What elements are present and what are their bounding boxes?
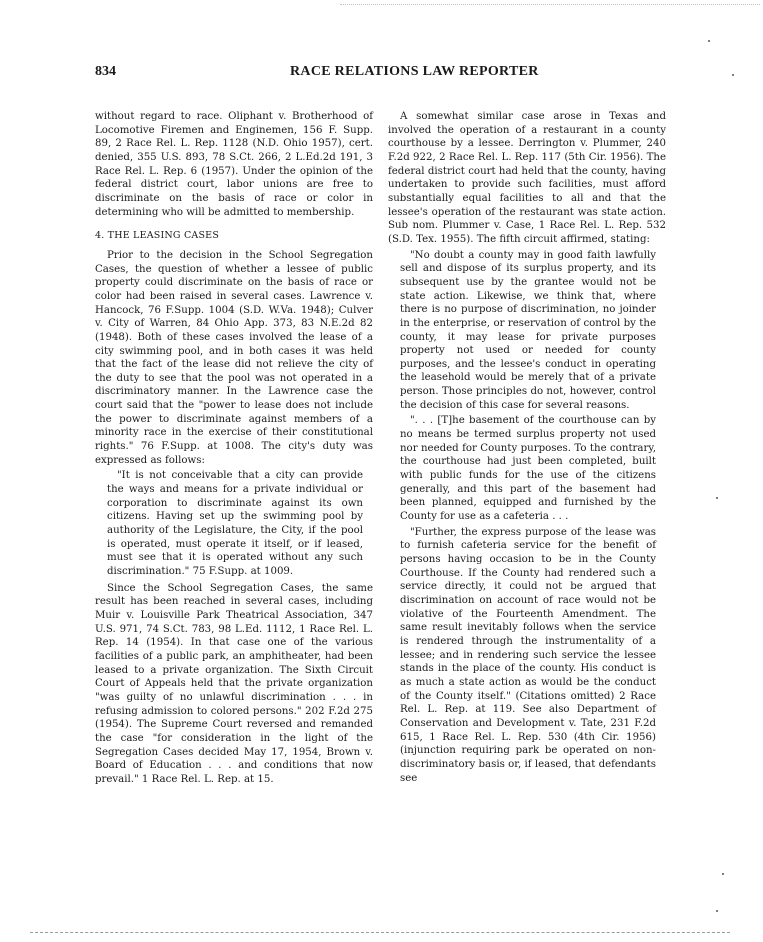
section-heading: 4. THE LEASING CASES [95,230,220,242]
right-column [388,110,666,787]
running-title: RACE RELATIONS LAW REPORTER [290,64,539,79]
paragraph: Prior to the decision in the School Segregation Cases, the question of whether a lessee of public property could discriminate on the basis of race or color had been raised in several cases. Lawrence v. Hancock, 76 F.Supp. 1004 (S.D. W.Va. 1948); Culver v. City of Warren, 84 Ohio App. 373, 83 N.E.2d 82 (1948). Both of these cases involved the lease of a city swimming pool, and in both cases it was held that the fact of the lease did not relieve the city of the duty to see that the pool was not operated in a discriminatory manner. In the Lawrence case the court said that the "power to lease does not include the power to discriminate against members of a minority race in the exercise of their constitutional rights." 76 F.Supp. at 1008. The city's duty was expressed as follows: [95,249,373,466]
page-header [95,64,670,84]
scan-speck [732,74,734,76]
paragraph: Since the School Segregation Cases, the same result has been reached in several cases, including Muir v. Louisville Park Theatrical Association, 347 U.S. 971, 74 S.Ct. 783, 98 L.Ed. 1112, 1 Race Rel. L. Rep. 14 (1954). In that case one of the various facilities of a public park, an amphitheater, had been leased to a private organization. The Sixth Circuit Court of Appeals held that the private organization "was guilty of no unlawful discrimination . . . in refusing admission to colored persons." 202 F.2d 275 (1954). The Supreme Court reversed and remanded the case "for consideration in the light of the Segregation Cases decided May 17, 1954, Brown v. Board of Education . . . and conditions that now prevail." 1 Race Rel. L. Rep. at 15. [95,582,373,785]
block-quote: ". . . [T]he basement of the courthouse can by no means be termed surplus property not used nor needed for County purposes. To the contrary, the courthouse had just been completed, built with public funds for the use of the citizens generally, and this part of the basement had been planned, equipped and furnished by the County for use as a cafeteria . . . [400,415,656,523]
block-quote: "It is not conceivable that a city can provide the ways and means for a private individual or corporation to discriminate against its own citizens. Having set up the swimming pool by authority of the Legislature, the City, if the pool is operated, must operate it itself, or if leased, must see that it is operated without any such discrimination." 75 F.Supp. at 1009. [107,470,363,577]
scan-speck [716,910,718,912]
scan-speck [716,497,718,499]
scan-artifact-bottom [30,932,730,933]
scan-speck [722,873,724,875]
paragraph: A somewhat similar case arose in Texas and involved the operation of a restaurant in a county courthouse by a lessee. Derrington v. Plummer, 240 F.2d 922, 2 Race Rel. L. Rep. 117 (5th Cir. 1956). The federal district court had held that the county, having undertaken to provide such facilities, must afford substantially equal facilities to all and that the lessee's operation of the restaurant was state action. Sub nom. Plummer v. Case, 1 Race Rel. L. Rep. 532 (S.D. Tex. 1955). The fifth circuit affirmed, stating: [388,111,666,245]
page-number: 834 [95,64,116,79]
block-quote: "No doubt a county may in good faith lawfully sell and dispose of its surplus property, and its subsequent use by the grantee would not be state action. Likewise, we think that, where there is no purpose of discrimination, no joinder in the enterprise, or reservation of control by the county, it may lease for private purposes property not used or needed for county purposes, and the lessee's conduct in operating the leasehold would be merely that of a private person. Those principles do not, however, control the decision of this case for several reasons. [400,249,656,411]
paragraph: without regard to race. Oliphant v. Brotherhood of Locomotive Firemen and Enginemen, 156 F. Supp. 89, 2 Race Rel. L. Rep. 1128 (N.D. Ohio 1957), cert. denied, 355 U.S. 893, 78 S.Ct. 266, 2 L.Ed.2d 191, 3 Race Rel. L. Rep. 6 (1957). Under the opinion of the federal district court, labor unions are free to discriminate on the basis of race or color in determining who will be admitted to membership. [95,111,373,218]
scan-artifact-top [340,4,760,5]
left-column [95,110,373,789]
block-quote: "Further, the express purpose of the lease was to furnish cafeteria service for the benefit of persons having occasion to be in the County Courthouse. If the County had rendered such a service directly, it could not be argued that discrimination on account of race would not be violative of the Fourteenth Amendment. The same result inevitably follows when the service is rendered through the instrumentality of a lessee; and in rendering such service the lessee stands in the place of the county. His conduct is as much a state action as would be the conduct of the County itself." (Citations omitted) 2 Race Rel. L. Rep. at 119. See also Department of Conservation and Development v. Tate, 231 F.2d 615, 1 Race Rel. L. Rep. 530 (4th Cir. 1956) (injunction requiring park be operated on non-discriminatory basis or, if leased, that defendants see [400,526,656,784]
scan-speck [708,40,710,42]
